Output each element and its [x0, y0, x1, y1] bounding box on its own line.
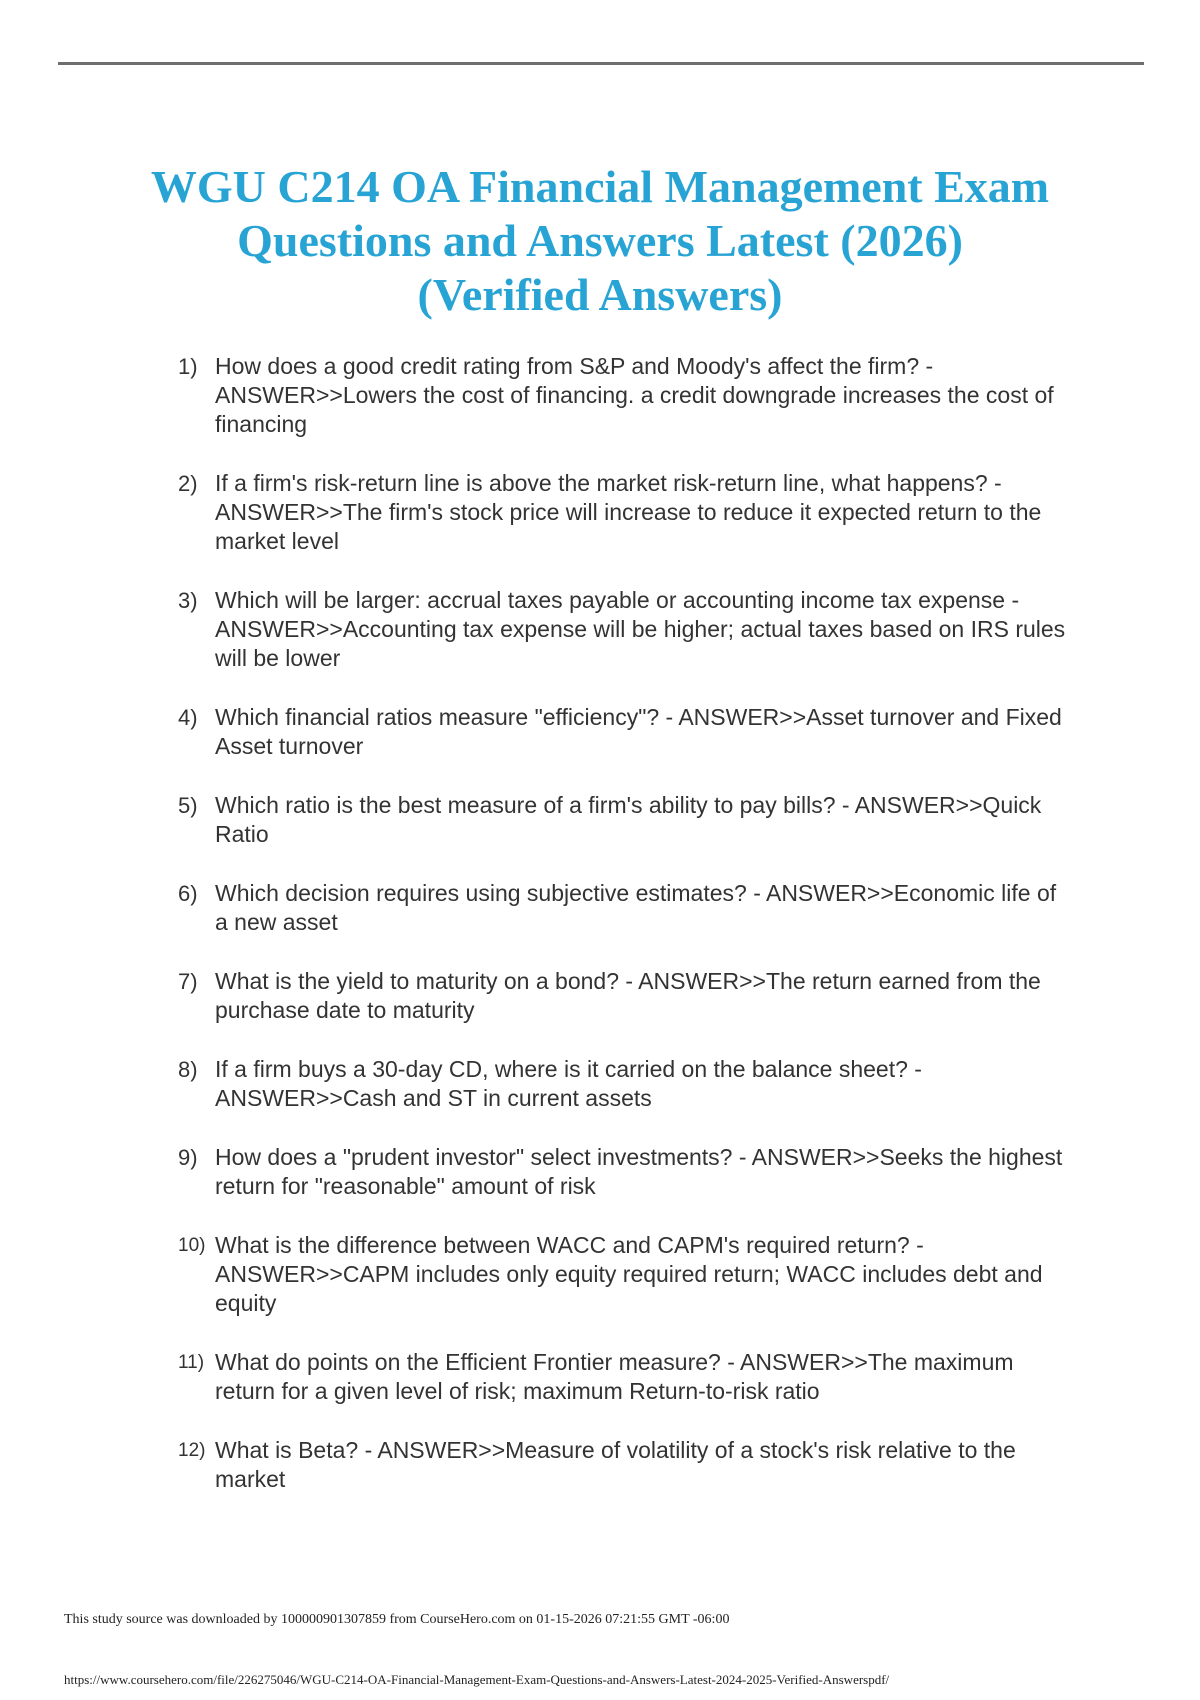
item-text: If a firm's risk-return line is above the market risk-return line, what happens? - ANSWER>>The firm's stock price will increase to reduce it expected return to the market level	[215, 470, 1042, 554]
item-text: What is Beta? - ANSWER>>Measure of volatility of a stock's risk relative to the market	[215, 1437, 1016, 1492]
item-text: What is the difference between WACC and CAPM's required return? - ANSWER>>CAPM includes only equity required return; WACC includes debt and equity	[215, 1232, 1043, 1316]
item-number: 11)	[178, 1352, 205, 1373]
source-url: https://www.coursehero.com/file/226275046/WGU-C214-OA-Financial-Management-Exam-Questions-and-Answers-Latest-2024-2025-Verified-Answerspdf/	[64, 1672, 890, 1687]
list-item	[178, 1436, 1068, 1494]
item-number: 3)	[178, 588, 198, 613]
item-number: 8)	[178, 1057, 198, 1082]
item-text: Which ratio is the best measure of a firm's ability to pay bills? - ANSWER>>Quick Ratio	[215, 792, 1042, 847]
item-number: 1)	[178, 354, 198, 379]
download-source-note: This study source was downloaded by 100000901307859 from CourseHero.com on 01-15-2026 07:21:55 GMT -06:00	[64, 1612, 730, 1627]
item-number: 2)	[178, 471, 198, 496]
list-item	[178, 586, 1068, 673]
item-text: What do points on the Efficient Frontier measure? - ANSWER>>The maximum return for a given level of risk; maximum Return-to-risk ratio	[215, 1349, 1014, 1404]
title-line-2: Questions and Answers Latest (2026)	[237, 215, 963, 266]
item-number: 12)	[178, 1440, 206, 1461]
item-text: How does a good credit rating from S&P and Moody's affect the firm? - ANSWER>>Lowers the cost of financing. a credit downgrade increases the cost of financing	[215, 353, 1054, 437]
title-line-3: (Verified Answers)	[417, 269, 783, 320]
list-item	[178, 1348, 1068, 1406]
question-answer-list	[178, 352, 1068, 1524]
list-item	[178, 1143, 1068, 1201]
list-item	[178, 352, 1068, 439]
item-text: Which will be larger: accrual taxes payable or accounting income tax expense - ANSWER>>Accounting tax expense will be higher; actual taxes based on IRS rules will be lower	[215, 587, 1066, 671]
item-number: 10)	[178, 1235, 206, 1256]
item-text: How does a "prudent investor" select investments? - ANSWER>>Seeks the highest return for "reasonable" amount of risk	[215, 1144, 1063, 1199]
item-number: 6)	[178, 881, 198, 906]
list-item	[178, 879, 1068, 937]
item-number: 7)	[178, 969, 198, 994]
item-text: If a firm buys a 30-day CD, where is it carried on the balance sheet? - ANSWER>>Cash and ST in current assets	[215, 1056, 922, 1111]
item-text: Which financial ratios measure "efficiency"? - ANSWER>>Asset turnover and Fixed Asset turnover	[215, 704, 1062, 759]
list-item	[178, 469, 1068, 556]
document-title	[100, 160, 1100, 322]
list-item	[178, 703, 1068, 761]
list-item	[178, 791, 1068, 849]
item-number: 9)	[178, 1145, 198, 1170]
list-item	[178, 1055, 1068, 1113]
item-text: Which decision requires using subjective estimates? - ANSWER>>Economic life of a new asset	[215, 880, 1057, 935]
item-number: 5)	[178, 793, 198, 818]
item-text: What is the yield to maturity on a bond? - ANSWER>>The return earned from the purchase date to maturity	[215, 968, 1041, 1023]
list-item	[178, 967, 1068, 1025]
top-divider	[58, 62, 1144, 65]
item-number: 4)	[178, 705, 198, 730]
title-line-1: WGU C214 OA Financial Management Exam	[150, 161, 1050, 212]
list-item	[178, 1231, 1068, 1318]
